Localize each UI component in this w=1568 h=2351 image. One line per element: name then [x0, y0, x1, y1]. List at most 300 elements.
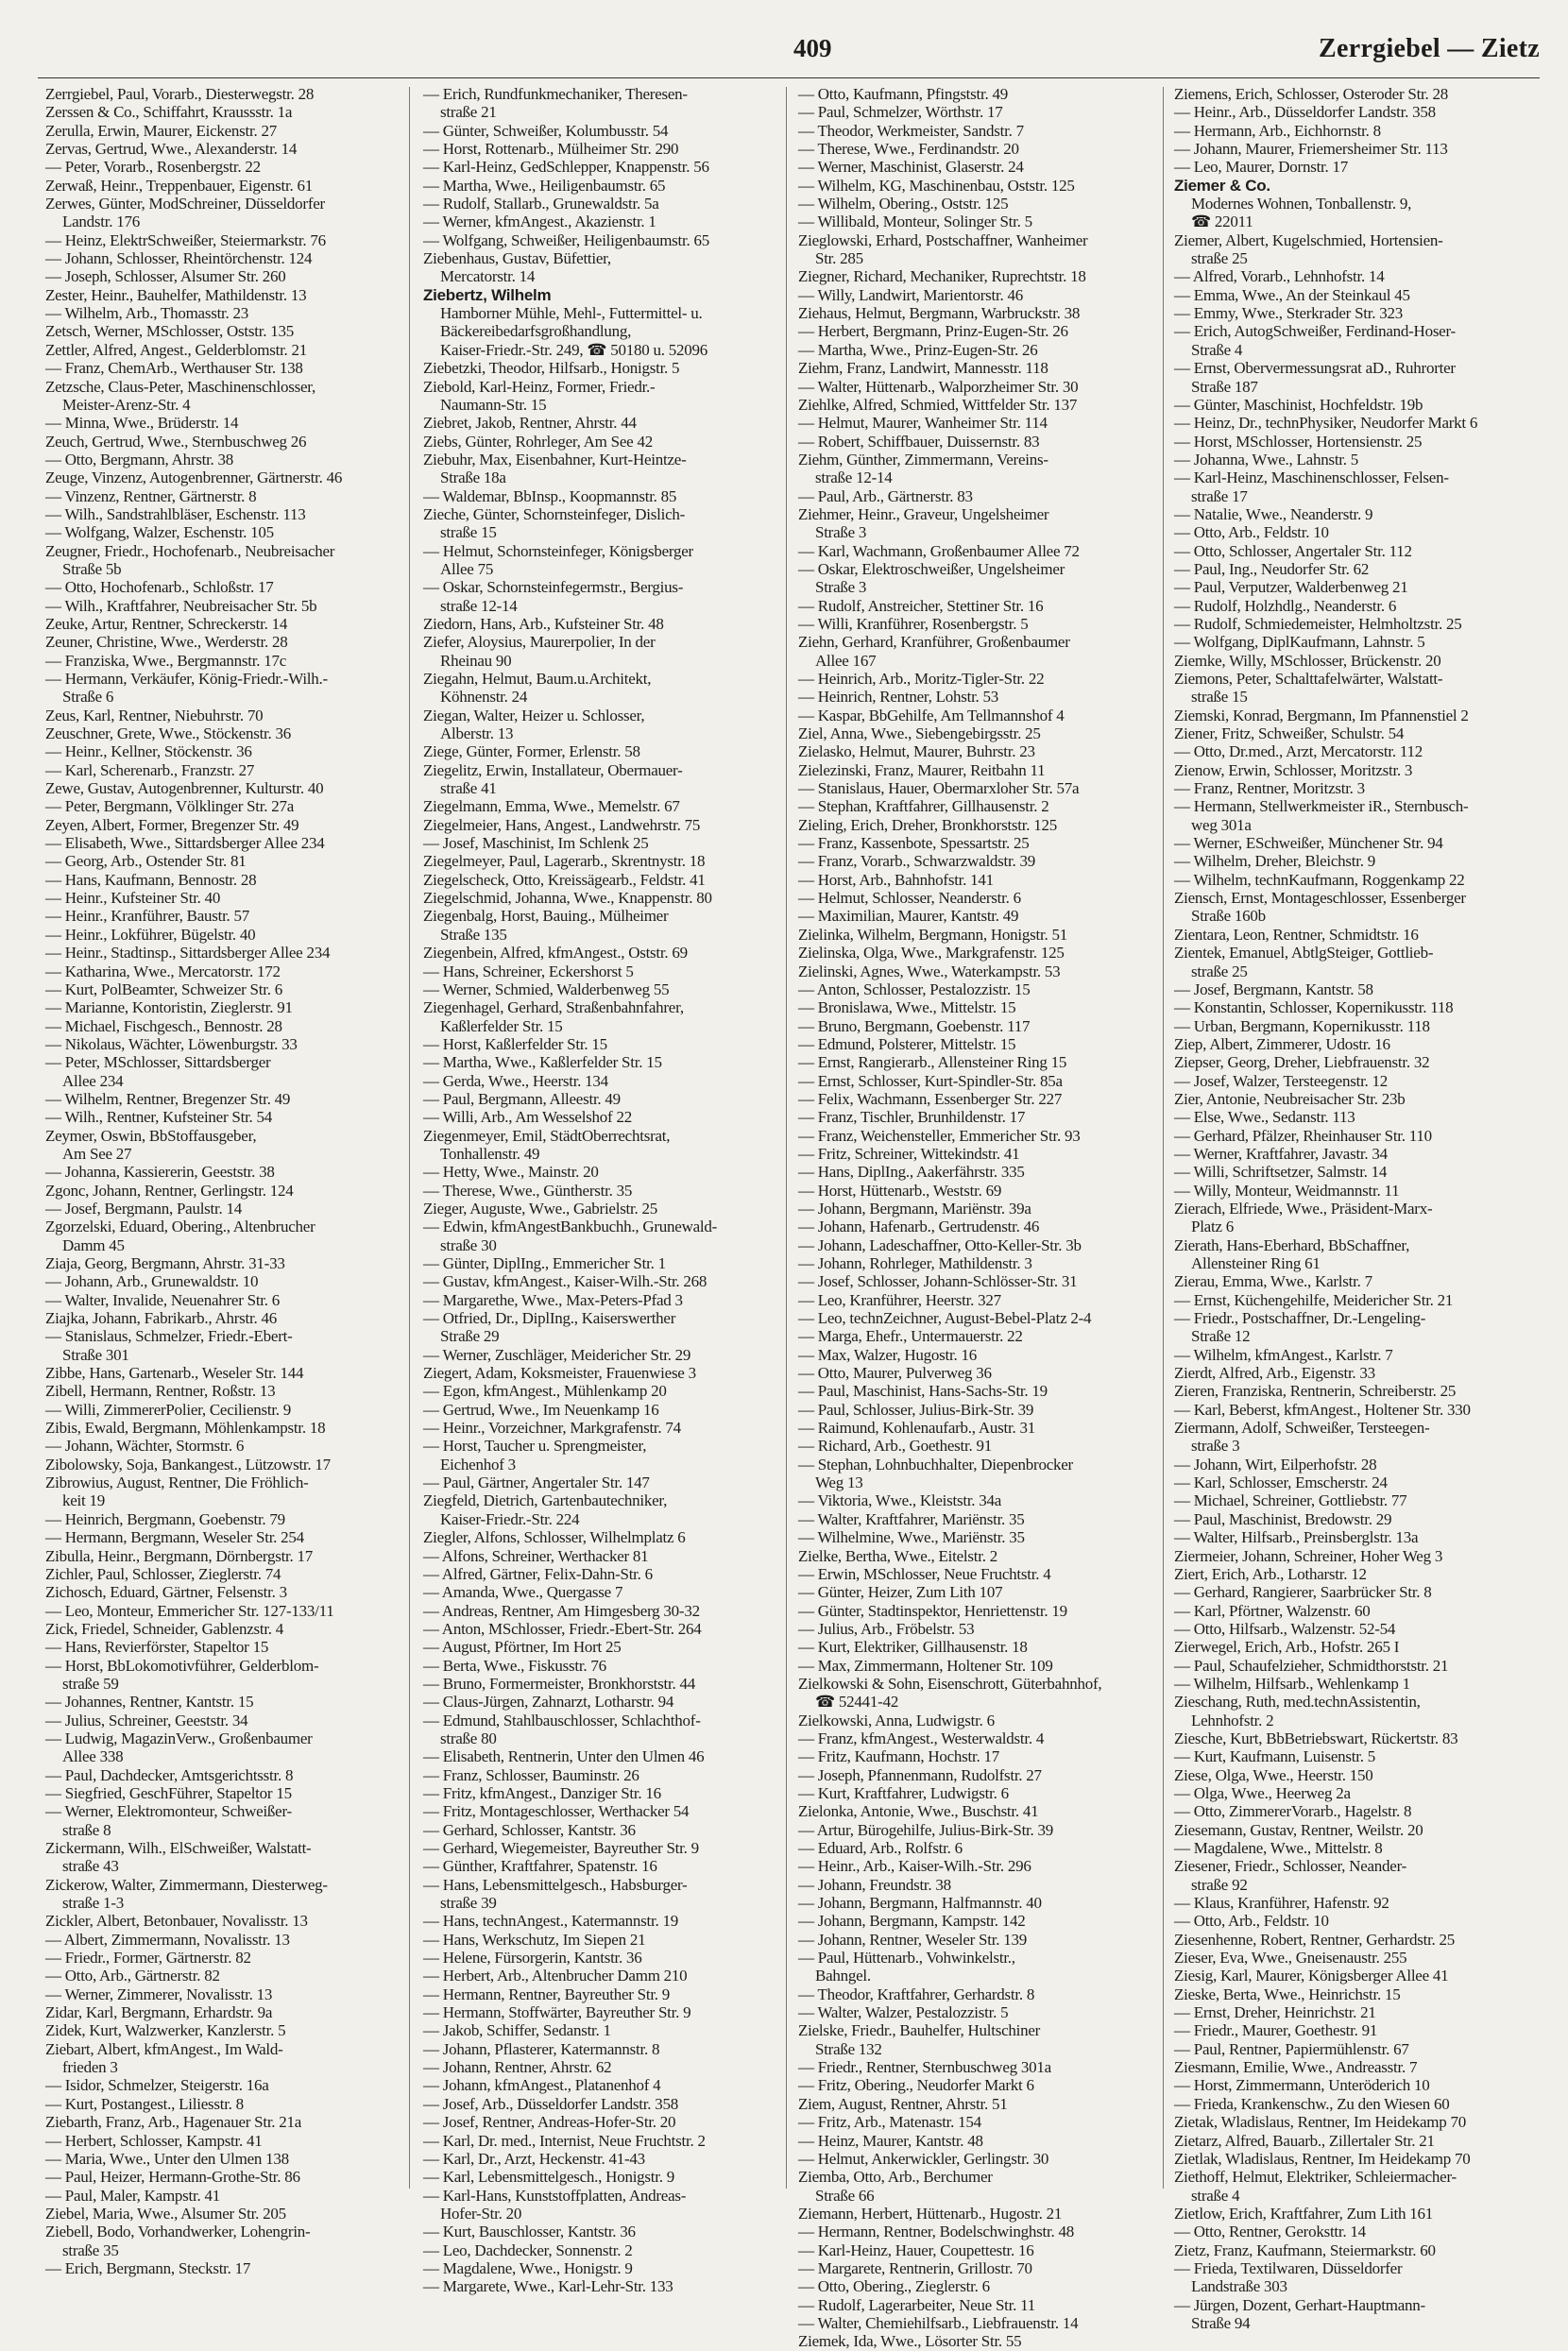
directory-entry: — Olga, Wwe., Heerweg 2a	[1174, 1783, 1351, 1802]
directory-entry: — Raimund, Kohlenaufarb., Austr. 31	[798, 1419, 1035, 1438]
directory-entry: — Karl, Wachmann, Großenbaumer Allee 72	[798, 541, 1080, 560]
directory-entry: — Willi, ZimmererPolier, Cecilienstr. 9	[45, 1400, 292, 1419]
directory-entry: Zetzsche, Claus-Peter, Maschinenschlosser,	[45, 377, 316, 396]
directory-entry: — Paul, Maschinist, Bredowstr. 29	[1174, 1509, 1392, 1528]
directory-entry: — Karl, Scherenarb., Franzstr. 27	[45, 760, 255, 779]
directory-entry: — Otto, Obering., Zieglerstr. 6	[798, 2277, 990, 2296]
directory-entry: Zibulla, Heinr., Bergmann, Dörnbergstr. 17	[45, 1546, 314, 1565]
directory-entry: — Johann, Bergmann, Kampstr. 142	[798, 1912, 1026, 1931]
directory-entry: Ziegan, Walter, Heizer u. Schlosser,	[423, 706, 645, 724]
directory-entry: — Erich, Bergmann, Steckstr. 17	[45, 2258, 251, 2277]
directory-entry: — Johann, Bergmann, Mariënstr. 39a	[798, 1199, 1031, 1218]
entry-continuation: straße 4	[1191, 2186, 1240, 2205]
entry-continuation: straße 35	[62, 2240, 119, 2259]
directory-entry: — Johann, Hafenarb., Gertrudenstr. 46	[798, 1218, 1040, 1236]
directory-entry: — Gerhard, Schlosser, Kantstr. 36	[423, 1820, 636, 1839]
directory-entry: Zielkowski, Anna, Ludwigstr. 6	[798, 1711, 995, 1729]
header-rule	[38, 77, 1540, 78]
directory-entry: — Willy, Landwirt, Marientorstr. 46	[798, 285, 1023, 304]
directory-entry: — Hermann, Rentner, Bayreuther Str. 9	[423, 1985, 671, 2003]
directory-entry: — Jürgen, Dozent, Gerhart-Hauptmann-	[1174, 2295, 1425, 2314]
directory-entry: — Horst, MSchlosser, Hortensienstr. 25	[1174, 432, 1423, 451]
entry-continuation: straße 39	[440, 1894, 497, 1913]
directory-entry: Ziegelschmid, Johanna, Wwe., Knappenstr. 80	[423, 889, 712, 908]
directory-entry: — Johann, Arb., Grunewaldstr. 10	[45, 1272, 259, 1291]
directory-entry: Zeuke, Artur, Rentner, Schreckerstr. 14	[45, 614, 288, 633]
directory-entry: Ziener, Fritz, Schweißer, Schulstr. 54	[1174, 724, 1405, 743]
directory-entry: — Franziska, Wwe., Bergmannstr. 17c	[45, 651, 287, 670]
entry-continuation: straße 25	[1191, 962, 1248, 980]
directory-entry: Ziehn, Gerhard, Kranführer, Großenbaumer	[798, 633, 1070, 652]
directory-entry: Zgonc, Johann, Rentner, Gerlingstr. 124	[45, 1181, 294, 1200]
directory-entry: — Werner, kfmAngest., Akazienstr. 1	[423, 213, 656, 231]
directory-entry: — Berta, Wwe., Fiskusstr. 76	[423, 1656, 606, 1675]
directory-entry: — Emmy, Wwe., Sterkrader Str. 323	[1174, 304, 1403, 323]
directory-entry: — Karl, Beberst, kfmAngest., Holtener Str. 330	[1174, 1400, 1471, 1419]
directory-entry: — Joseph, Schlosser, Alsumer Str. 260	[45, 267, 286, 286]
entry-continuation: frieden 3	[62, 2058, 118, 2077]
directory-entry: — Wilh., Kraftfahrer, Neubreisacher Str. 5b	[45, 596, 317, 615]
directory-entry: — Karl, Lebensmittelgesch., Honigstr. 9	[423, 2168, 674, 2187]
directory-entry: — Michael, Schreiner, Gottliebstr. 77	[1174, 1491, 1407, 1510]
directory-entry: Zerssen & Co., Schiffahrt, Kraussstr. 1a	[45, 103, 293, 122]
directory-entry: Zeugner, Friedr., Hochofenarb., Neubreisacher	[45, 541, 335, 560]
directory-entry: — Peter, Bergmann, Völklinger Str. 27a	[45, 797, 295, 816]
column-2	[423, 85, 775, 2296]
entry-continuation: Landstraße 303	[1191, 2277, 1287, 2296]
directory-entry: — Paul, Dachdecker, Amtsgerichtsstr. 8	[45, 1765, 294, 1784]
directory-entry: — Alfons, Schreiner, Werthacker 81	[423, 1546, 649, 1565]
entry-continuation: Straße 132	[815, 2039, 882, 2058]
directory-entry: — Paul, Schlosser, Julius-Birk-Str. 39	[798, 1400, 1034, 1419]
directory-entry: Zieschang, Ruth, med.technAssistentin,	[1174, 1693, 1421, 1712]
directory-entry: — Else, Wwe., Sedanstr. 113	[1174, 1108, 1355, 1127]
directory-entry: — Georg, Arb., Ostender Str. 81	[45, 852, 247, 871]
directory-entry: Zettler, Alfred, Angest., Gelderblomstr. 21	[45, 340, 308, 359]
directory-entry: Ziesemann, Gustav, Rentner, Weilstr. 20	[1174, 1820, 1423, 1839]
directory-entry: — Karl, Dr. med., Internist, Neue Fruchtstr. 2	[423, 2131, 706, 2150]
directory-entry: — Wilhelm, Obering., Oststr. 125	[798, 195, 1009, 213]
directory-entry: Ziegelmann, Emma, Wwe., Memelstr. 67	[423, 797, 680, 816]
directory-entry: — Friedr., Maurer, Goethestr. 91	[1174, 2021, 1378, 2040]
directory-entry: — Kurt, PolBeamter, Schweizer Str. 6	[45, 980, 282, 998]
entry-continuation: Weg 13	[815, 1474, 863, 1492]
directory-entry: — Hermann, Stellwerkmeister iR., Sternbusch-	[1174, 797, 1469, 816]
directory-entry: Ziemons, Peter, Schalttafelwärter, Walstatt-	[1174, 670, 1443, 688]
directory-entry: — Hans, Revierförster, Stapeltor 15	[45, 1638, 269, 1657]
directory-entry: — Eduard, Arb., Rolfstr. 6	[798, 1839, 963, 1857]
directory-entry: Ziesenhenne, Robert, Rentner, Gerhardstr. 25	[1174, 1930, 1456, 1949]
directory-entry: — Hans, Werkschutz, Im Siepen 21	[423, 1930, 646, 1949]
directory-entry: Zielinka, Wilhelm, Bergmann, Honigstr. 51	[798, 925, 1067, 944]
directory-entry: — Willi, Kranführer, Rosenbergstr. 5	[798, 614, 1029, 633]
directory-entry: — Horst, Rottenarb., Mülheimer Str. 290	[423, 140, 679, 159]
directory-entry: — Johanna, Wwe., Lahnstr. 5	[1174, 450, 1359, 468]
directory-entry: — Paul, Arb., Gärtnerstr. 83	[798, 486, 973, 505]
directory-entry: — Wilhelm, Rentner, Bregenzer Str. 49	[45, 1089, 291, 1108]
directory-entry: — Johann, Rentner, Ahrstr. 62	[423, 2058, 612, 2077]
directory-entry: — Heinr., Lokführer, Bügelstr. 40	[45, 925, 256, 944]
directory-entry: Zibis, Ewald, Bergmann, Möhlenkampstr. 18	[45, 1419, 326, 1438]
directory-entry: — Rudolf, Stallarb., Grunewaldstr. 5a	[423, 195, 659, 213]
directory-entry: Ziebret, Jakob, Rentner, Ahrstr. 44	[423, 414, 637, 433]
directory-entry: — Heinz, Dr., technPhysiker, Neudorfer Markt 6	[1174, 414, 1478, 433]
directory-entry: — Paul, Maler, Kampstr. 41	[45, 2186, 220, 2205]
directory-entry: — Fritz, Montageschlosser, Werthacker 54	[423, 1802, 690, 1821]
directory-entry: Ziegahn, Helmut, Baum.u.Architekt,	[423, 670, 652, 688]
directory-entry: — Herbert, Arb., Altenbrucher Damm 210	[423, 1967, 688, 1985]
directory-entry: — Günter, Maschinist, Hochfeldstr. 19b	[1174, 395, 1423, 414]
entry-continuation: Straße 3	[815, 578, 867, 597]
directory-entry: Ziermeier, Johann, Schreiner, Hoher Weg 3	[1174, 1546, 1443, 1565]
entry-continuation: Tonhallenstr. 49	[440, 1144, 540, 1163]
entry-continuation: Straße 5b	[62, 559, 122, 578]
directory-entry: Zick, Friedel, Schneider, Gablenzstr. 4	[45, 1619, 284, 1638]
directory-entry: Zewe, Gustav, Autogenbrenner, Kulturstr. 40	[45, 779, 324, 798]
directory-entry: — Josef, Schlosser, Johann-Schlösser-Str. 31	[798, 1272, 1078, 1291]
directory-entry: Zierath, Hans-Eberhard, BbSchaffner,	[1174, 1235, 1410, 1254]
directory-entry: — Werner, Kraftfahrer, Javastr. 34	[1174, 1144, 1388, 1163]
directory-entry: Ziehaus, Helmut, Bergmann, Warbruckstr. 38	[798, 304, 1081, 323]
directory-entry: — Kaspar, BbGehilfe, Am Tellmannshof 4	[798, 706, 1065, 724]
directory-entry: Ziajka, Johann, Fabrikarb., Ahrstr. 46	[45, 1309, 277, 1328]
entry-continuation: keit 19	[62, 1491, 105, 1510]
directory-entry: — Leo, technZeichner, August-Bebel-Platz 2-4	[798, 1309, 1092, 1328]
directory-entry: Zielasko, Helmut, Maurer, Buhrstr. 23	[798, 742, 1035, 761]
entry-continuation: Str. 285	[815, 249, 863, 268]
directory-entry: Ziegfeld, Dietrich, Gartenbautechniker,	[423, 1491, 668, 1510]
entry-continuation: Naumann-Str. 15	[440, 395, 547, 414]
directory-entry: — Walter, Hüttenarb., Walporzheimer Str. 30	[798, 377, 1079, 396]
directory-entry: — Edmund, Polsterer, Mittelstr. 15	[798, 1034, 1016, 1053]
directory-entry: — Helene, Fürsorgerin, Kantstr. 36	[423, 1949, 642, 1968]
directory-entry: — Horst, Arb., Bahnhofstr. 141	[798, 870, 994, 889]
directory-entry: — Johann, Rohrleger, Mathildenstr. 3	[798, 1254, 1032, 1272]
directory-entry: — Heinr., Arb., Düsseldorfer Landstr. 358	[1174, 103, 1436, 122]
directory-entry: Zeuner, Christine, Wwe., Werderstr. 28	[45, 633, 288, 652]
entry-continuation: Landstr. 176	[62, 213, 140, 231]
directory-entry: Ziehlke, Alfred, Schmied, Wittfelder Str. 137	[798, 395, 1078, 414]
directory-entry: — Albert, Zimmermann, Novalisstr. 13	[45, 1930, 290, 1949]
directory-entry: — Franz, Vorarb., Schwarzwaldstr. 39	[798, 852, 1035, 871]
directory-entry: Ziert, Erich, Arb., Lotharstr. 12	[1174, 1564, 1367, 1583]
directory-entry: — Karl, Schlosser, Emscherstr. 24	[1174, 1474, 1388, 1492]
directory-entry: — Frieda, Krankenschw., Zu den Wiesen 60	[1174, 2094, 1450, 2113]
entry-continuation: Allensteiner Ring 61	[1191, 1254, 1321, 1272]
entry-continuation: weg 301a	[1191, 815, 1252, 834]
entry-continuation: ☎ 52441-42	[815, 1693, 899, 1712]
directory-entry: — Ludwig, MagazinVerw., Großenbaumer	[45, 1729, 313, 1747]
entry-continuation: Mercatorstr. 14	[440, 267, 536, 286]
directory-entry: Ziegelmeier, Hans, Angest., Landwehrstr. 75	[423, 815, 701, 834]
directory-entry: — Viktoria, Wwe., Kleiststr. 34a	[798, 1491, 1002, 1510]
directory-entry: — Horst, Hüttenarb., Weststr. 69	[798, 1181, 1002, 1200]
directory-entry: — Rudolf, Schmiedemeister, Helmholtzstr. 25	[1174, 614, 1462, 633]
directory-entry: — Josef, Maschinist, Im Schlenk 25	[423, 834, 649, 853]
directory-entry: — Friedr., Postschaffner, Dr.-Lengeling-	[1174, 1309, 1426, 1328]
directory-entry: Zerrgiebel, Paul, Vorarb., Diesterwegstr. 28	[45, 85, 315, 103]
directory-entry: — Gustav, kfmAngest., Kaiser-Wilh.-Str. 268	[423, 1272, 707, 1291]
directory-entry: Ziebart, Albert, kfmAngest., Im Wald-	[45, 2039, 283, 2058]
entry-continuation: Straße 6	[62, 688, 114, 707]
directory-entry: Ziermann, Adolf, Schweißer, Tersteegen-	[1174, 1419, 1430, 1438]
directory-entry: Zielske, Friedr., Bauhelfer, Hultschiner	[798, 2021, 1041, 2040]
entry-continuation: Allee 338	[62, 1747, 124, 1766]
directory-entry: — Walter, Kraftfahrer, Mariënstr. 35	[798, 1509, 1025, 1528]
directory-entry: — Hans, Schreiner, Eckershorst 5	[423, 962, 634, 980]
directory-entry: — Otto, Arb., Feldstr. 10	[1174, 1912, 1329, 1931]
directory-entry: — Bronislawa, Wwe., Mittelstr. 15	[798, 998, 1016, 1017]
directory-entry: — Nikolaus, Wächter, Löwenburgstr. 33	[45, 1034, 298, 1053]
directory-entry: — Julius, Arb., Fröbelstr. 53	[798, 1619, 975, 1638]
directory-entry: — Hetty, Wwe., Mainstr. 20	[423, 1163, 599, 1182]
directory-entry: — Erich, AutogSchweißer, Ferdinand-Hoser-	[1174, 322, 1456, 341]
directory-entry: — Urban, Bergmann, Kopernikusstr. 118	[1174, 1016, 1430, 1035]
directory-entry: Zielinska, Olga, Wwe., Markgrafenstr. 125	[798, 944, 1065, 963]
directory-entry: — Wolfgang, Schweißer, Heiligenbaumstr. 65	[423, 230, 709, 249]
directory-entry: — Johanna, Kassiererin, Geeststr. 38	[45, 1163, 275, 1182]
directory-entry: — Bruno, Formermeister, Bronkhorststr. 44	[423, 1674, 695, 1693]
entry-continuation: Am See 27	[62, 1144, 132, 1163]
directory-entry: Zickermann, Wilh., ElSchweißer, Walstatt-	[45, 1839, 312, 1857]
directory-entry: Zietarz, Alfred, Bauarb., Zillertaler Str. 21	[1174, 2131, 1435, 2150]
entry-continuation: Eichenhof 3	[440, 1455, 516, 1474]
directory-entry: Zientek, Emanuel, AbtlgSteiger, Gottlieb-	[1174, 944, 1434, 963]
entry-continuation: Kaßlerfelder Str. 15	[440, 1016, 563, 1035]
directory-entry: — Martha, Wwe., Prinz-Eugen-Str. 26	[798, 340, 1038, 359]
directory-entry: — Werner, Schmied, Walderbenweg 55	[423, 980, 670, 998]
directory-entry: — Alfred, Gärtner, Felix-Dahn-Str. 6	[423, 1564, 653, 1583]
directory-entry: Ziegert, Adam, Koksmeister, Frauenwiese 3	[423, 1364, 696, 1383]
directory-entry: — Wilh., Rentner, Kufsteiner Str. 54	[45, 1108, 273, 1127]
directory-entry: — Leo, Monteur, Emmericher Str. 127-133/11	[45, 1601, 334, 1620]
directory-entry: Ziep, Albert, Zimmerer, Udostr. 16	[1174, 1034, 1390, 1053]
directory-entry: Zierwegel, Erich, Arb., Hofstr. 265 I	[1174, 1638, 1400, 1657]
directory-entry: — Wilhelm, kfmAngest., Karlstr. 7	[1174, 1345, 1393, 1364]
directory-entry: — Ernst, Obervermessungsrat aD., Ruhrorter	[1174, 359, 1456, 378]
entry-continuation: Straße 29	[440, 1327, 500, 1346]
directory-entry: — Günter, Heizer, Zum Lith 107	[798, 1583, 1003, 1602]
entry-continuation: Modernes Wohnen, Tonballenstr. 9,	[1191, 195, 1412, 213]
directory-entry: — Fritz, Obering., Neudorfer Markt 6	[798, 2076, 1034, 2095]
entry-continuation: Köhnenstr. 24	[440, 688, 528, 707]
directory-entry: — Vinzenz, Rentner, Gärtnerstr. 8	[45, 486, 257, 505]
directory-entry: — Helmut, Schlosser, Neanderstr. 6	[798, 889, 1021, 908]
entry-continuation: Straße 301	[62, 1345, 129, 1364]
directory-entry: — Rudolf, Lagerarbeiter, Neue Str. 11	[798, 2295, 1035, 2314]
directory-entry: — Paul, Heizer, Hermann-Grothe-Str. 86	[45, 2168, 300, 2187]
directory-entry: Zieren, Franziska, Rentnerin, Schreiberstr. 25	[1174, 1382, 1457, 1401]
directory-entry: — Richard, Arb., Goethestr. 91	[798, 1437, 992, 1456]
directory-entry: — Natalie, Wwe., Neanderstr. 9	[1174, 504, 1373, 523]
directory-entry: Zibrowius, August, Rentner, Die Fröhlich-	[45, 1474, 309, 1492]
directory-entry: — Hermann, Rentner, Bodelschwinghstr. 48	[798, 2223, 1074, 2241]
directory-entry: Ziebell, Bodo, Vorhandwerker, Lohengrin-	[45, 2223, 311, 2241]
directory-entry: — Stanislaus, Schmelzer, Friedr.-Ebert-	[45, 1327, 293, 1346]
directory-entry: Zielonka, Antonie, Wwe., Buschstr. 41	[798, 1802, 1039, 1821]
directory-entry: Zietz, Franz, Kaufmann, Steiermarkstr. 60	[1174, 2240, 1436, 2259]
directory-entry: Zibolowsky, Soja, Bankangest., Lützowstr. 17	[45, 1455, 331, 1474]
directory-entry: Zeus, Karl, Rentner, Niebuhrstr. 70	[45, 706, 264, 724]
directory-entry: — Gerhard, Wiegemeister, Bayreuther Str. 9	[423, 1839, 699, 1857]
directory-entry: Zierach, Elfriede, Wwe., Präsident-Marx-	[1174, 1199, 1433, 1218]
directory-entry: — Margarethe, Wwe., Max-Peters-Pfad 3	[423, 1290, 683, 1309]
directory-entry: — Franz, Kassenbote, Spessartstr. 25	[798, 834, 1030, 853]
directory-entry: — Heinr., Kellner, Stöckenstr. 36	[45, 742, 252, 761]
directory-entry: Zieling, Erich, Dreher, Bronkhorststr. 125	[798, 815, 1057, 834]
directory-entry: Ziensch, Ernst, Montageschlosser, Essenberger	[1174, 889, 1466, 908]
directory-entry: Ziebenhaus, Gustav, Büfettier,	[423, 249, 611, 268]
entry-continuation: Allee 75	[440, 559, 494, 578]
entry-continuation: Meister-Arenz-Str. 4	[62, 395, 191, 414]
directory-entry: — Konstantin, Schlosser, Kopernikusstr. 118	[1174, 998, 1454, 1017]
directory-entry: Zientara, Leon, Rentner, Schmidtstr. 16	[1174, 925, 1419, 944]
directory-entry: Ziegner, Richard, Mechaniker, Ruprechtstr. 18	[798, 267, 1086, 286]
directory-entry: — Heinrich, Rentner, Lohstr. 53	[798, 688, 999, 707]
directory-entry: Ziemann, Herbert, Hüttenarb., Hugostr. 21	[798, 2204, 1063, 2223]
directory-entry: Ziaja, Georg, Bergmann, Ahrstr. 31-33	[45, 1254, 285, 1272]
directory-entry: — Otto, Hilfsarb., Walzenstr. 52-54	[1174, 1619, 1396, 1638]
directory-entry: — Wolfgang, Walzer, Eschenstr. 105	[45, 523, 274, 542]
directory-entry: — Leo, Maurer, Dornstr. 17	[1174, 158, 1349, 177]
directory-entry: — Wilhelm, KG, Maschinenbau, Oststr. 125	[798, 176, 1075, 195]
entry-continuation: straße 3	[1191, 1437, 1240, 1456]
directory-entry: — Willy, Monteur, Weidmannstr. 11	[1174, 1181, 1400, 1200]
entry-continuation: straße 41	[440, 779, 497, 798]
directory-entry: — Hermann, Stoffwärter, Bayreuther Str. 9	[423, 2003, 691, 2022]
directory-entry: — Rudolf, Holzhdlg., Neanderstr. 6	[1174, 596, 1397, 615]
directory-entry: — Heinr., Arb., Kaiser-Wilh.-Str. 296	[798, 1857, 1031, 1876]
directory-entry: — Kurt, Kaufmann, Luisenstr. 5	[1174, 1747, 1375, 1766]
page-header	[38, 34, 1540, 72]
directory-entry: — Walter, Walzer, Pestalozzistr. 5	[798, 2003, 1009, 2022]
entry-continuation: ☎ 22011	[1191, 213, 1253, 231]
entry-continuation: Lehnhofstr. 2	[1191, 1711, 1274, 1729]
column-1	[45, 85, 397, 2277]
column-4	[1174, 85, 1525, 2332]
directory-entry: Ziemba, Otto, Arb., Berchumer	[798, 2168, 993, 2187]
directory-entry: — Andreas, Rentner, Am Himgesberg 30-32	[423, 1601, 700, 1620]
directory-entry: Ziesche, Kurt, BbBetriebswart, Rückertstr. 83	[1174, 1729, 1458, 1747]
directory-entry: — Willi, Schriftsetzer, Salmstr. 14	[1174, 1163, 1388, 1182]
directory-entry: — Peter, Vorarb., Rosenbergstr. 22	[45, 158, 261, 177]
directory-entry: — Peter, MSchlosser, Sittardsberger	[45, 1053, 271, 1072]
directory-entry: — Helmut, Schornsteinfeger, Königsberger	[423, 541, 693, 560]
directory-entry: Ziebetzki, Theodor, Hilfsarb., Honigstr. 5	[423, 359, 680, 378]
directory-entry: — Otto, Bergmann, Ahrstr. 38	[45, 450, 234, 468]
entry-continuation: straße 43	[62, 1857, 119, 1876]
directory-entry: Zerwes, Günter, ModSchreiner, Düsseldorfer	[45, 195, 325, 213]
entry-continuation: Hamborner Mühle, Mehl-, Futtermittel- u.	[440, 304, 703, 323]
entry-continuation: Damm 45	[62, 1235, 125, 1254]
directory-entry: — Alfred, Vorarb., Lehnhofstr. 14	[1174, 267, 1385, 286]
directory-entry: Ziefer, Aloysius, Maurerpolier, In der	[423, 633, 656, 652]
directory-entry: — Therese, Wwe., Güntherstr. 35	[423, 1181, 633, 1200]
directory-entry: — Felix, Wachmann, Essenberger Str. 227	[798, 1089, 1063, 1108]
directory-entry: — Otto, Schlosser, Angertaler Str. 112	[1174, 541, 1412, 560]
directory-entry: — Stephan, Kraftfahrer, Gillhausenstr. 2	[798, 797, 1049, 816]
directory-entry: — Karl, Dr., Arzt, Heckenstr. 41-43	[423, 2149, 645, 2168]
directory-entry: Zester, Heinr., Bauhelfer, Mathildenstr. 13	[45, 285, 307, 304]
directory-entry: — Willi, Arb., Am Wesselshof 22	[423, 1108, 632, 1127]
directory-entry: — Johann, Ladeschaffner, Otto-Keller-Str. 3b	[798, 1235, 1082, 1254]
directory-entry: — Fritz, kfmAngest., Danziger Str. 16	[423, 1783, 661, 1802]
directory-entry: — Kurt, Postangest., Liliesstr. 8	[45, 2094, 244, 2113]
directory-entry: — Fritz, Schreiner, Wittekindstr. 41	[798, 1144, 1020, 1163]
directory-entry: Ziemek, Ida, Wwe., Lösorter Str. 55	[798, 2332, 1022, 2351]
directory-entry: — Julius, Schreiner, Geeststr. 34	[45, 1711, 248, 1729]
directory-entry: — Werner, Zimmerer, Novalisstr. 13	[45, 1985, 273, 2003]
directory-entry: — Wilhelm, Dreher, Bleichstr. 9	[1174, 852, 1375, 871]
entry-continuation: Straße 160b	[1191, 907, 1266, 926]
directory-entry: Zetsch, Werner, MSchlosser, Oststr. 135	[45, 322, 294, 341]
directory-entry: — Stephan, Lohnbuchhalter, Diepenbrocker	[798, 1455, 1073, 1474]
directory-entry: — Emma, Wwe., An der Steinkaul 45	[1174, 285, 1410, 304]
directory-entry: Zeymer, Oswin, BbStoffausgeber,	[45, 1126, 257, 1145]
directory-entry: Ziesig, Karl, Maurer, Königsberger Allee 41	[1174, 1967, 1449, 1985]
directory-entry: — Theodor, Kraftfahrer, Gerhardstr. 8	[798, 1985, 1035, 2003]
directory-entry: Ziemke, Willy, MSchlosser, Brückenstr. 20	[1174, 651, 1441, 670]
directory-entry: — Heinrich, Arb., Moritz-Tigler-Str. 22	[798, 670, 1045, 688]
directory-entry: — Johann, Pflasterer, Katermannstr. 8	[423, 2039, 660, 2058]
directory-entry: — Robert, Schiffbauer, Duissernstr. 83	[798, 432, 1040, 451]
directory-entry: — Günter, Stadtinspektor, Henriettenstr. 19	[798, 1601, 1067, 1620]
directory-entry: — Wolfgang, DiplKaufmann, Lahnstr. 5	[1174, 633, 1425, 652]
directory-entry: — Walter, Chemiehilfsarb., Liebfrauenstr. 14	[798, 2313, 1079, 2332]
directory-entry: — Franz, Weichensteller, Emmericher Str. 93	[798, 1126, 1081, 1145]
directory-entry: — Helmut, Ankerwickler, Gerlingstr. 30	[798, 2149, 1049, 2168]
directory-entry: — Johann, kfmAngest., Platanenhof 4	[423, 2076, 661, 2095]
directory-entry: Zerulla, Erwin, Maurer, Eickenstr. 27	[45, 121, 277, 140]
directory-entry: Ziethoff, Helmut, Elektriker, Schleiermacher-	[1174, 2168, 1457, 2187]
directory-entry: Ziegelmeyer, Paul, Lagerarb., Skrentnystr. 18	[423, 852, 706, 871]
directory-entry: — Otto, Hochofenarb., Schloßstr. 17	[45, 578, 274, 597]
entry-continuation: straße 92	[1191, 1875, 1248, 1894]
directory-entry: — Stanislaus, Hauer, Obermarxloher Str. 57a	[798, 779, 1080, 798]
entry-continuation: Straße 4	[1191, 340, 1243, 359]
entry-continuation: straße 21	[440, 103, 497, 122]
directory-entry: — Wilhelm, Arb., Thomasstr. 23	[45, 304, 249, 323]
directory-entry: — Fritz, Arb., Matenastr. 154	[798, 2113, 981, 2132]
directory-entry: — Karl-Hans, Kunststoffplatten, Andreas-	[423, 2186, 687, 2205]
directory-entry: — Karl, Pförtner, Walzenstr. 60	[1174, 1601, 1371, 1620]
entry-continuation: Alberstr. 13	[440, 724, 514, 743]
directory-entry: — Marianne, Kontoristin, Zieglerstr. 91	[45, 998, 293, 1017]
directory-entry: — Edmund, Stahlbauschlosser, Schlachthof-	[423, 1711, 701, 1729]
directory-entry: — Paul, Bergmann, Alleestr. 49	[423, 1089, 621, 1108]
directory-entry: — Martha, Wwe., Heiligenbaumstr. 65	[423, 176, 666, 195]
directory-entry: — Günter, DiplIng., Emmericher Str. 1	[423, 1254, 666, 1272]
directory-entry: — Josef, Bergmann, Paulstr. 14	[45, 1199, 242, 1218]
directory-entry: — Wilh., Sandstrahlbläser, Eschenstr. 113	[45, 504, 306, 523]
entry-continuation: Bäckereibedarfsgroßhandlung,	[440, 322, 632, 341]
directory-entry: — Hans, technAngest., Katermannstr. 19	[423, 1912, 678, 1931]
entry-continuation: Allee 234	[62, 1071, 124, 1090]
entry-continuation: Platz 6	[1191, 1218, 1234, 1236]
directory-entry: Zielkowski & Sohn, Eisenschrott, Güterbahnhof,	[798, 1674, 1102, 1693]
directory-entry: Zeuge, Vinzenz, Autogenbrenner, Gärtnerstr. 46	[45, 468, 343, 487]
directory-entry: — Johann, Schlosser, Rheintörchenstr. 124	[45, 249, 313, 268]
directory-entry: — Maria, Wwe., Unter den Ulmen 138	[45, 2149, 289, 2168]
page-number: 409	[793, 34, 832, 62]
column-3	[798, 85, 1150, 2351]
directory-entry: Ziegler, Alfons, Schlosser, Wilhelmplatz 6	[423, 1528, 686, 1547]
directory-entry: Zielke, Bertha, Wwe., Eitelstr. 2	[798, 1546, 997, 1565]
entry-continuation: Hofer-Str. 20	[440, 2204, 522, 2223]
directory-entry: — Franz, Rentner, Moritzstr. 3	[1174, 779, 1365, 798]
directory-entry: — Herbert, Schlosser, Kampstr. 41	[45, 2131, 263, 2150]
directory-entry: — Franz, Tischler, Brunhildenstr. 17	[798, 1108, 1026, 1127]
